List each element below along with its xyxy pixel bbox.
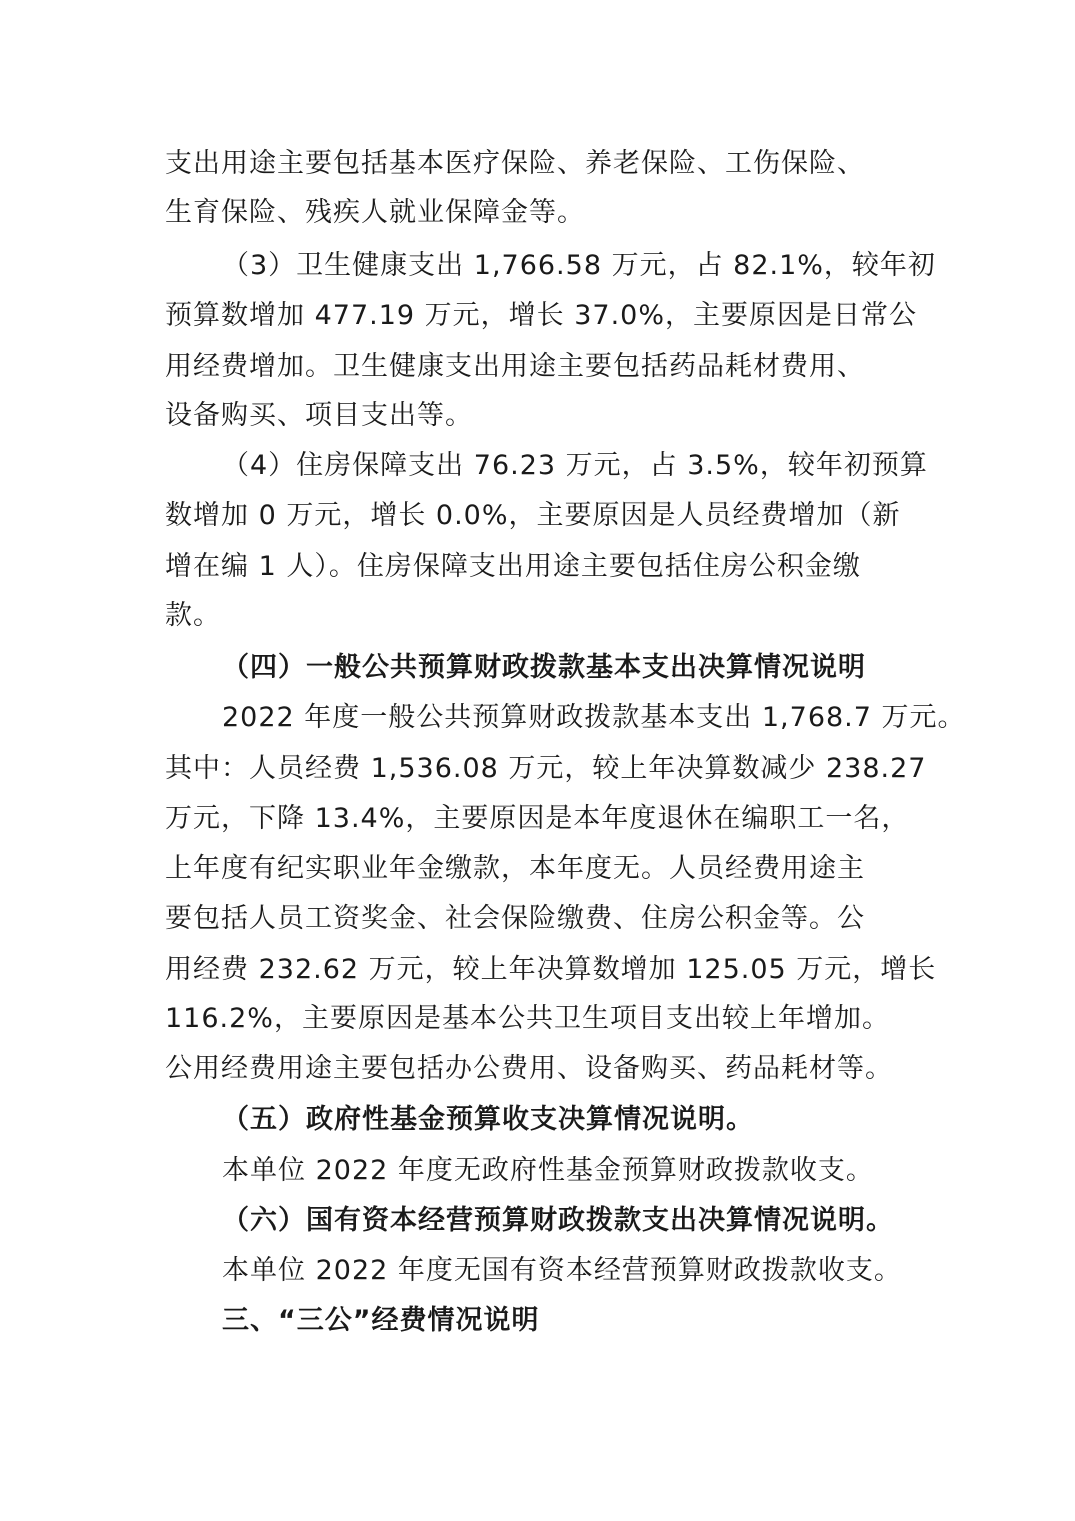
paragraph-state-capital: 本单位 2022 年度无国有资本经营预算财政拨款收支。 [222,1255,902,1286]
body-text-line: 用经费增加。卫生健康支出用途主要包括药品耗材费用、 [165,351,865,382]
body-text-line: 116.2%，主要原因是基本公共卫生项目支出较上年增加。 [165,1003,890,1034]
section-heading-government-fund: （五）政府性基金预算收支决算情况说明。 [222,1104,754,1135]
body-text-line: 设备购买、项目支出等。 [165,400,473,431]
paragraph-basic-expenditure: 2022 年度一般公共预算财政拨款基本支出 1,768.7 万元。 [222,702,966,733]
body-text-line: 数增加 0 万元，增长 0.0%，主要原因是人员经费增加（新 [165,500,901,531]
body-text-line: 万元，下降 13.4%，主要原因是本年度退休在编职工一名， [165,803,910,834]
body-text-line: 预算数增加 477.19 万元，增长 37.0%，主要原因是日常公 [165,300,917,331]
section-heading-three-public-expenses: 三、“三公”经费情况说明 [222,1305,540,1336]
body-text-line: 支出用途主要包括基本医疗保险、养老保险、工伤保险、 [165,148,865,179]
body-text-line: 生育保险、残疾人就业保障金等。 [165,197,585,228]
section-heading-basic-expenditure: （四）一般公共预算财政拨款基本支出决算情况说明 [222,652,866,683]
body-text-line: 公用经费用途主要包括办公费用、设备购买、药品耗材等。 [165,1053,893,1084]
paragraph-housing-expenditure: （4）住房保障支出 76.23 万元，占 3.5%，较年初预算 [222,450,928,481]
body-text-line: 要包括人员工资奖金、社会保险缴费、住房公积金等。公 [165,903,865,934]
body-text-line: 上年度有纪实职业年金缴款，本年度无。人员经费用途主 [165,853,865,884]
body-text-line: 款。 [165,600,221,631]
section-heading-state-capital: （六）国有资本经营预算财政拨款支出决算情况说明。 [222,1205,894,1236]
paragraph-government-fund: 本单位 2022 年度无政府性基金预算财政拨款收支。 [222,1155,874,1186]
body-text-line: 用经费 232.62 万元，较上年决算数增加 125.05 万元，增长 [165,954,937,985]
body-text-line: 其中：人员经费 1,536.08 万元，较上年决算数减少 238.27 [165,753,927,784]
body-text-line: 增在编 1 人）。住房保障支出用途主要包括住房公积金缴 [165,551,861,582]
paragraph-health-expenditure: （3）卫生健康支出 1,766.58 万元，占 82.1%，较年初 [222,250,936,281]
